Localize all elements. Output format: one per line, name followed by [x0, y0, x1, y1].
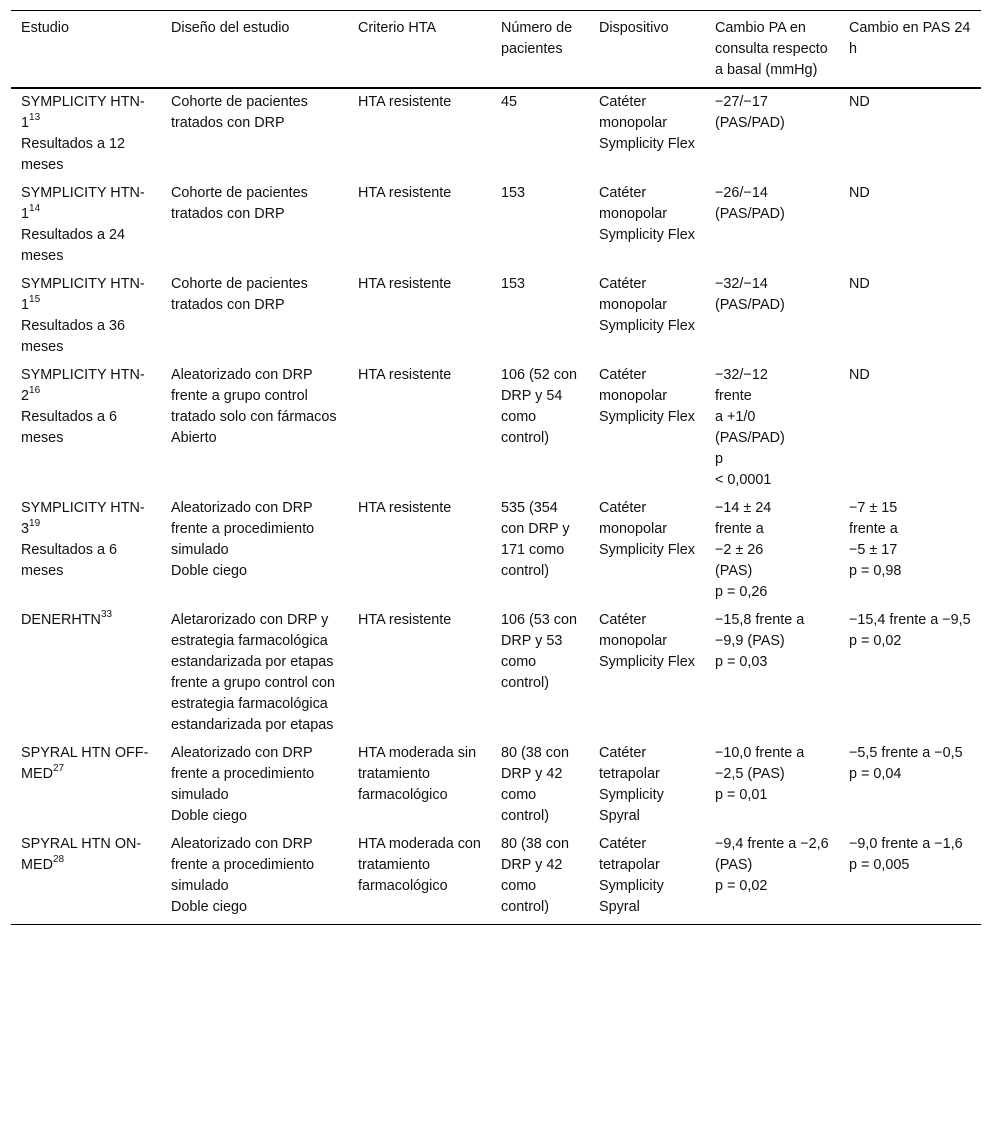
table-header: [11, 11, 981, 89]
design-line: Aleatorizado con DRP frente a procedimiento simulado: [171, 745, 315, 803]
24h-sbp-change-line: −5 ± 17: [849, 542, 898, 558]
table-row: [11, 607, 981, 740]
cell-design: [161, 180, 348, 271]
24h-sbp-change-line: p = 0,04: [849, 766, 902, 782]
cell-design: [161, 607, 348, 740]
device-line: Catéter monopolar: [599, 276, 667, 313]
study-reference: 16: [29, 385, 41, 397]
device-line: Symplicity Flex: [599, 227, 695, 243]
design-line: Aleatorizado con DRP frente a procedimiento simulado: [171, 500, 315, 558]
device-line: Symplicity Flex: [599, 654, 695, 670]
cell-criterion: HTA resistente: [358, 276, 452, 292]
study-followup: Resultados a 6 meses: [21, 409, 117, 446]
cell-criterion: HTA moderada sin tratamiento farmacológico: [358, 745, 477, 803]
cell-patients: 45: [501, 94, 518, 110]
design-line: Aletarorizado con DRP y estrategia farmacológica estandarizada por etapas frente a grupo control con estrategia farmacológica estandarizada por etapas: [171, 612, 335, 733]
study-reference: 19: [29, 518, 41, 530]
24h-sbp-change-line: p = 0,98: [849, 563, 902, 579]
header-row: [11, 11, 981, 89]
design-line: Abierto: [171, 430, 217, 446]
cell-study: [11, 271, 161, 362]
office-bp-change-line: −32/−12: [715, 367, 768, 383]
cell-24h-sbp-change: [839, 740, 981, 831]
24h-sbp-change-line: ND: [849, 276, 870, 292]
cell-study: [11, 740, 161, 831]
cell-criterion: HTA resistente: [358, 367, 452, 383]
cell-criterion: HTA resistente: [358, 94, 452, 110]
cell-patients: 106 (53 con DRP y 53 como control): [501, 612, 578, 691]
table-row: [11, 362, 981, 495]
cell-patients: 153: [501, 185, 526, 201]
24h-sbp-change-line: ND: [849, 94, 870, 110]
study-followup: Resultados a 12 meses: [21, 136, 126, 173]
cell-device: [589, 271, 705, 362]
table-row: [11, 88, 981, 180]
design-line: Cohorte de pacientes tratados con DRP: [171, 185, 308, 222]
design-line: Doble ciego: [171, 899, 248, 915]
design-line: Cohorte de pacientes tratados con DRP: [171, 276, 308, 313]
table-row: [11, 831, 981, 925]
cell-device: [589, 362, 705, 495]
device-line: Catéter monopolar: [599, 500, 667, 537]
cell-24h-sbp-change: [839, 88, 981, 180]
cell-24h-sbp-change: [839, 271, 981, 362]
cell-design: [161, 88, 348, 180]
study-reference: 28: [52, 854, 65, 866]
design-line: Doble ciego: [171, 563, 248, 579]
table-body: [11, 88, 981, 925]
device-line: Catéter monopolar: [599, 94, 667, 131]
study-followup: Resultados a 6 meses: [21, 542, 117, 579]
24h-sbp-change-line: p = 0,02: [849, 633, 902, 649]
cell-criterion: HTA resistente: [358, 185, 452, 201]
cell-device: [589, 88, 705, 180]
cell-study: [11, 180, 161, 271]
study-reference: 15: [29, 294, 41, 306]
office-bp-change-line: p: [715, 451, 724, 467]
cell-study: [11, 607, 161, 740]
cell-office-bp-change: [705, 495, 839, 607]
24h-sbp-change-line: −9,0 frente a −1,6: [849, 836, 963, 852]
study-name: SYMPLICITY HTN-1: [21, 185, 145, 222]
study-name: SPYRAL HTN ON-MED: [21, 836, 142, 873]
office-bp-change-line: p = 0,03: [715, 654, 768, 670]
24h-sbp-change-line: frente a: [849, 521, 898, 537]
header-device: Dispositivo: [589, 11, 705, 89]
cell-design: [161, 831, 348, 925]
header-criterion: Criterio HTA: [348, 11, 491, 89]
cell-24h-sbp-change: [839, 362, 981, 495]
header-design: Diseño del estudio: [161, 11, 348, 89]
cell-office-bp-change: [705, 607, 839, 740]
cell-criterion: HTA resistente: [358, 612, 452, 628]
device-line: Symplicity Flex: [599, 136, 695, 152]
table-row: [11, 271, 981, 362]
cell-study: [11, 831, 161, 925]
design-line: Cohorte de pacientes tratados con DRP: [171, 94, 308, 131]
cell-criterion: HTA moderada con tratamiento farmacológico: [348, 831, 491, 925]
cell-office-bp-change: [705, 180, 839, 271]
office-bp-change-line: −2 ± 26: [715, 542, 764, 558]
study-name: SYMPLICITY HTN-1: [21, 94, 145, 131]
office-bp-change-line: p = 0,01: [715, 787, 768, 803]
24h-sbp-change-line: ND: [849, 367, 870, 383]
study-name: SYMPLICITY HTN-3: [21, 500, 145, 537]
24h-sbp-change-line: ND: [849, 185, 870, 201]
cell-patients: 80 (38 con DRP y 42 como control): [501, 745, 570, 824]
cell-study: [11, 88, 161, 180]
24h-sbp-change-line: −5,5 frente a −0,5: [849, 745, 963, 761]
cell-device: [589, 607, 705, 740]
cell-office-bp-change: [705, 362, 839, 495]
cell-design: [161, 740, 348, 831]
results-table-container: [11, 10, 981, 925]
header-office-bp-change: Cambio PA en consulta respecto a basal (mmHg): [705, 11, 839, 89]
24h-sbp-change-line: −7 ± 15: [849, 500, 898, 516]
office-bp-change-line: < 0,0001: [715, 472, 772, 488]
cell-criterion: HTA resistente: [358, 500, 452, 516]
cell-device: [589, 831, 705, 925]
office-bp-change-line: p = 0,26: [715, 584, 768, 600]
cell-office-bp-change: [705, 740, 839, 831]
cell-office-bp-change: [705, 831, 839, 925]
office-bp-change-line: −32/−14 (PAS/PAD): [715, 276, 785, 313]
office-bp-change-line: −10,0 frente a −2,5 (PAS): [715, 745, 805, 782]
device-line: Catéter monopolar: [599, 612, 667, 649]
study-followup: Resultados a 36 meses: [21, 318, 126, 355]
office-bp-change-line: −14 ± 24: [715, 500, 772, 516]
office-bp-change-line: a +1/0: [715, 409, 756, 425]
study-name: SPYRAL HTN OFF-MED: [21, 745, 149, 782]
office-bp-change-line: −26/−14 (PAS/PAD): [715, 185, 785, 222]
study-name: DENERHTN: [21, 612, 101, 628]
device-line: Catéter tetrapolar: [599, 745, 660, 782]
study-reference: 13: [29, 112, 41, 124]
study-reference: 27: [52, 763, 65, 775]
header-24h-sbp-change: Cambio en PAS 24 h: [839, 11, 981, 89]
header-patients: Número de pacientes: [491, 11, 589, 89]
cell-patients: 80 (38 con DRP y 42 como control): [491, 831, 589, 925]
design-line: Doble ciego: [171, 808, 248, 824]
cell-office-bp-change: [705, 88, 839, 180]
cell-24h-sbp-change: [839, 180, 981, 271]
study-reference: 14: [29, 203, 41, 215]
device-line: Symplicity Flex: [599, 542, 695, 558]
cell-study: [11, 495, 161, 607]
table-row: [11, 180, 981, 271]
study-name: SYMPLICITY HTN-1: [21, 276, 145, 313]
device-line: Symplicity Flex: [599, 409, 695, 425]
device-line: Catéter monopolar: [599, 367, 667, 404]
office-bp-change-line: p = 0,02: [715, 878, 768, 894]
design-line: Aleatorizado con DRP frente a procedimiento simulado: [171, 836, 315, 894]
cell-24h-sbp-change: [839, 831, 981, 925]
cell-office-bp-change: [705, 271, 839, 362]
cell-patients: 106 (52 con DRP y 54 como control): [501, 367, 578, 446]
device-line: Symplicity Flex: [599, 318, 695, 334]
cell-design: [161, 362, 348, 495]
cell-patients: 153: [501, 276, 526, 292]
study-followup: Resultados a 24 meses: [21, 227, 126, 264]
table-row: [11, 495, 981, 607]
device-line: Symplicity Spyral: [599, 878, 664, 915]
cell-24h-sbp-change: [839, 607, 981, 740]
table-row: [11, 740, 981, 831]
cell-device: [589, 495, 705, 607]
office-bp-change-line: frente: [715, 388, 752, 404]
cell-device: [589, 740, 705, 831]
24h-sbp-change-line: −15,4 frente a −9,5: [849, 612, 971, 628]
cell-patients: 535 (354 con DRP y 171 como control): [501, 500, 570, 579]
cell-study: [11, 362, 161, 495]
header-study: Estudio: [11, 11, 161, 89]
office-bp-change-line: −27/−17 (PAS/PAD): [715, 94, 785, 131]
cell-24h-sbp-change: [839, 495, 981, 607]
office-bp-change-line: frente a: [715, 521, 764, 537]
office-bp-change-line: (PAS): [715, 563, 753, 579]
cell-device: [589, 180, 705, 271]
24h-sbp-change-line: p = 0,005: [849, 857, 910, 873]
office-bp-change-line: −15,8 frente a −9,9 (PAS): [715, 612, 805, 649]
device-line: Symplicity Spyral: [599, 787, 664, 824]
design-line: Aleatorizado con DRP frente a grupo control tratado solo con fármacos: [171, 367, 337, 425]
cell-design: [161, 271, 348, 362]
office-bp-change-line: −9,4 frente a −2,6 (PAS): [715, 836, 829, 873]
study-name: SYMPLICITY HTN-2: [21, 367, 145, 404]
cell-design: [161, 495, 348, 607]
device-line: Catéter tetrapolar: [599, 836, 660, 873]
renal-denervation-trials-table: [11, 10, 981, 925]
study-reference: 33: [100, 609, 113, 621]
office-bp-change-line: (PAS/PAD): [715, 430, 785, 446]
device-line: Catéter monopolar: [599, 185, 667, 222]
